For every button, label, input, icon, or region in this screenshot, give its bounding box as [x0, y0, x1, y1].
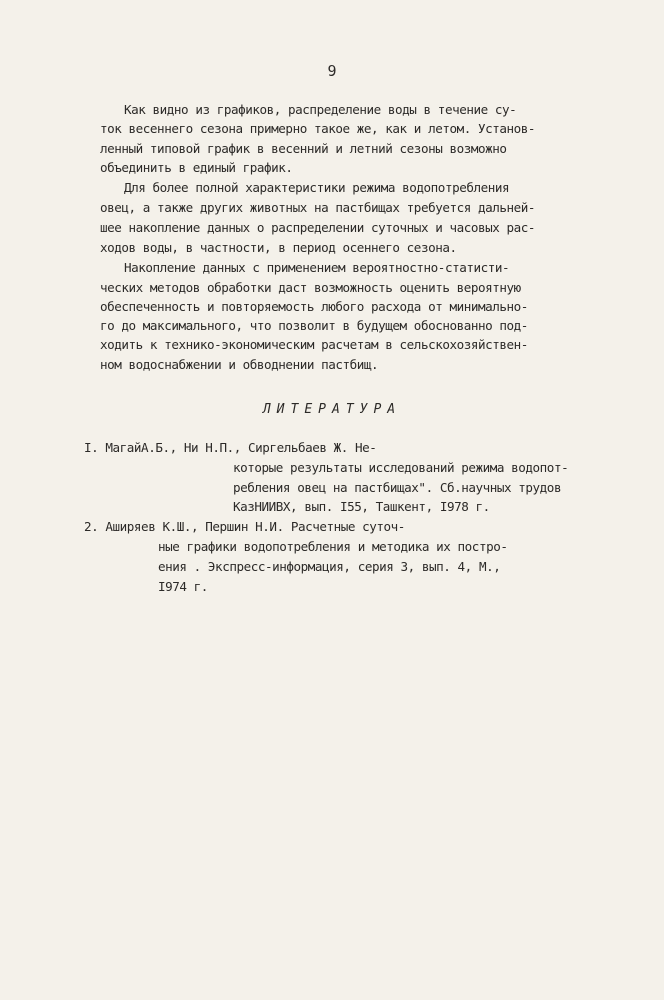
page-number: 9 [327, 62, 337, 80]
reference-line: ребления овец на пастбищах". Сб.научных трудов [233, 480, 562, 495]
body-line: шее накопление данных о распределении суточных и часовых рас- [100, 220, 536, 235]
body-line: го до максимального, что позволит в будущем обоснованно под- [100, 318, 528, 333]
reference-line: КазНИИВХ, вып. I55, Ташкент, I978 г. [233, 499, 490, 514]
body-line: ческих методов обработки даст возможность оценить вероятную [100, 280, 521, 295]
reference-line: I. МагайА.Б., Ни Н.П., Сиргельбаев Ж. Не- [84, 440, 377, 455]
body-line: ном водоснабжении и обводнении пастбищ. [100, 357, 379, 372]
body-line: ленный типовой график в весенний и летний сезоны возможно [100, 141, 507, 156]
body-line: Накопление данных с применением вероятностно-статисти- [124, 260, 510, 275]
body-line: объединить в единый график. [100, 160, 293, 175]
reference-line: ения . Экспресс-информация, серия 3, вып. 4, М., [158, 559, 501, 574]
reference-line: ные графики водопотребления и методика их постро- [158, 539, 508, 554]
reference-line: которые результаты исследований режима водопот- [233, 460, 569, 475]
reference-line: 2. Аширяев К.Ш., Першин Н.И. Расчетные суточ- [84, 519, 405, 534]
references-heading: ЛИТЕРАТУРА [262, 402, 402, 417]
body-line: овец, а также других животных на пастбищах требуется дальней- [100, 200, 536, 215]
body-line: Как видно из графиков, распределение воды в течение су- [124, 102, 517, 117]
reference-line: I974 г. [158, 579, 208, 594]
body-line: ток весеннего сезона примерно такое же, как и летом. Установ- [100, 121, 536, 136]
body-line: ходить к технико-экономическим расчетам в сельскохозяйствен- [100, 337, 528, 352]
body-line: обеспеченность и повторяемость любого расхода от минимально- [100, 299, 528, 314]
body-line: Для более полной характеристики режима водопотребления [124, 180, 510, 195]
body-line: ходов воды, в частности, в период осеннего сезона. [100, 240, 457, 255]
